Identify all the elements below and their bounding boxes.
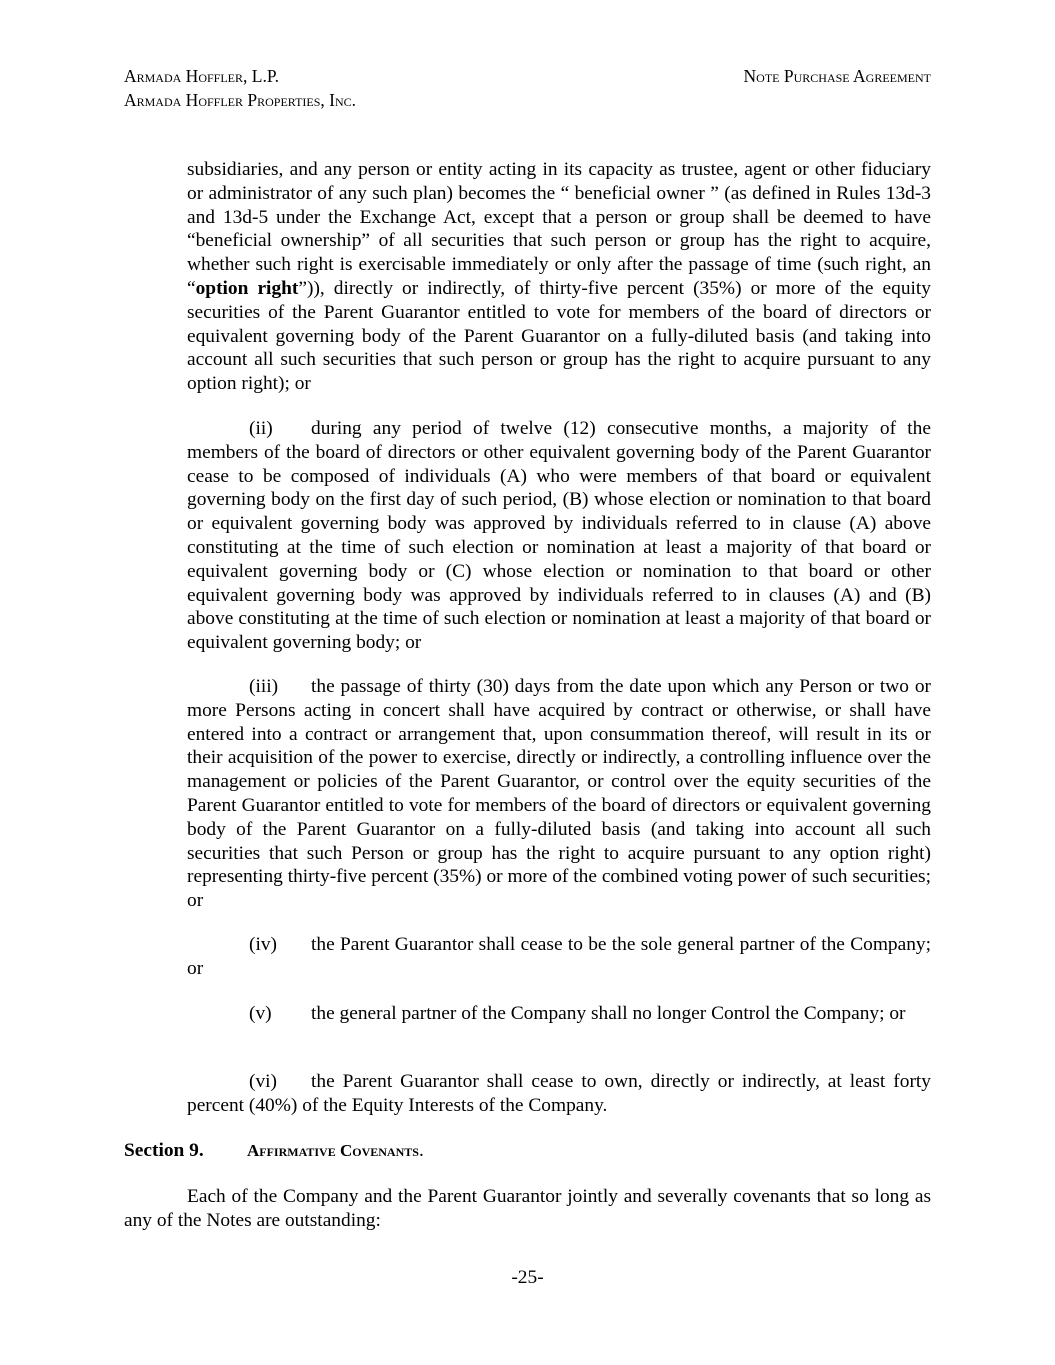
clause-iv (187, 933, 931, 981)
defined-term-option-right: option right (195, 277, 299, 299)
clause-iv-label: (iv) (249, 934, 277, 955)
header-company-line-1: Armada Hoffler, L.P. (124, 66, 279, 86)
clause-ii-label: (ii) (249, 418, 273, 439)
section-heading (124, 1139, 424, 1163)
section-title-period: . (418, 1140, 424, 1161)
clause-vi-label: (vi) (249, 1071, 277, 1092)
continued-paragraph (187, 158, 931, 396)
clause-v-label: (v) (249, 1003, 272, 1024)
clause-iii (187, 675, 931, 913)
clause-iii-label: (iii) (249, 676, 279, 697)
header-document-title: Note Purchase Agreement (743, 66, 931, 86)
clause-ii-text: during any period of twelve (12) consecutive months, a majority of the members of the board of directors or other equivalent governing body of the Parent Guarantor cease to be composed of individuals (A) who were members of that board or equivalent governing body on the first day of such period, (B) whose election or nomination to that board or equivalent governing body was approved by individuals referred to in clause (A) above constituting at the time of such election or nomination at least a majority of that board or equivalent governing body or (C) whose election or nomination to that board or other equivalent governing body was approved by individuals referred to in clauses (A) and (B) above constituting at the time of such election or nomination at least a majority of that board or equivalent governing body; or (187, 418, 931, 654)
clause-v-text: the general partner of the Company shall no longer Control the Company; or (311, 1003, 906, 1024)
clause-iv-text: the Parent Guarantor shall cease to be the sole general partner of the Company; or (187, 934, 931, 979)
section-title: Affirmative Covenants (247, 1141, 419, 1160)
section-number: Section 9. (124, 1140, 204, 1161)
clause-vi (187, 1070, 931, 1118)
clause-ii (187, 417, 931, 655)
continued-paragraph-text-1: subsidiaries, and any person or entity acting in its capacity as trustee, agent or other fiduciary or administrator of any such plan) becomes the “ beneficial owner ” (as defined in Rules 13d-3 and 13d-5 under the Exchange Act, except that a person or group shall be deemed to have “beneficial ownership” of all securities that such person or group has the right to acquire, whether such right is exercisable immediately or only after the passage of time (such right, an “ (187, 159, 931, 299)
closing-paragraph: Each of the Company and the Parent Guarantor jointly and severally covenants that so long as any of the Notes are outstanding: (124, 1186, 931, 1231)
clause-iii-text: the passage of thirty (30) days from the date upon which any Person or two or more Persons acting in concert shall have acquired by contract or otherwise, or shall have entered into a contract or arrangement that, upon consummation thereof, will result in its or their acquisition of the power to exercise, directly or indirectly, a controlling influence over the management or policies of the Parent Guarantor, or control over the equity securities of the Parent Guarantor entitled to vote for members of the board of directors or equivalent governing body of the Parent Guarantor on a fully-diluted basis (and taking into account all such securities that such Person or group has the right to acquire pursuant to any option right) representing thirty-five percent (35%) or more of the combined voting power of such securities; or (187, 676, 931, 912)
clause-v (187, 1002, 931, 1026)
clause-vi-text: the Parent Guarantor shall cease to own, directly or indirectly, at least forty percent (40%) of the Equity Interests of the Company. (187, 1071, 931, 1116)
page-number: -25- (511, 1267, 544, 1288)
document-header-left (124, 64, 356, 112)
continued-paragraph-text-2: ”)), directly or indirectly, of thirty-five percent (35%) or more of the equity securities of the Parent Guarantor entitled to vote for members of the board of directors or equivalent governing body of the Parent Guarantor on a fully-diluted basis (and taking into account all such securities that such person or group has the right to acquire pursuant to any option right); or (187, 277, 932, 395)
header-company-line-2: Armada Hoffler Properties, Inc. (124, 90, 357, 110)
